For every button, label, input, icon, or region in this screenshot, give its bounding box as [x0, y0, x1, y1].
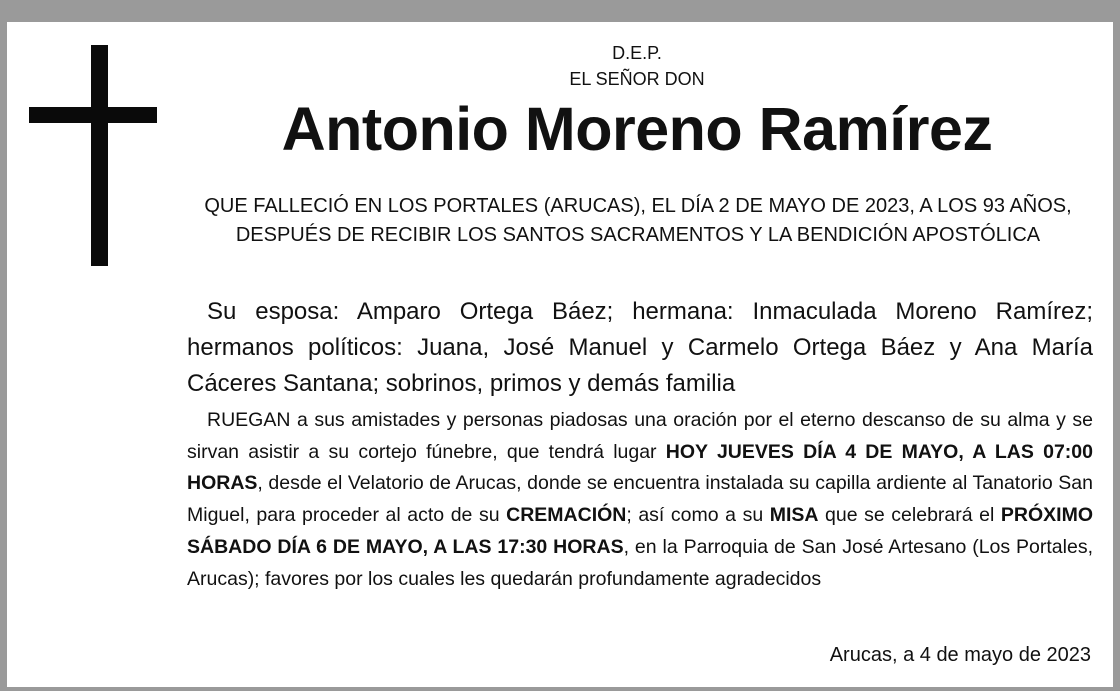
dep-heading: D.E.P.: [612, 43, 662, 63]
ruegan-text-2: , desde el Velatorio de Arucas, donde se encuentra instalada su capilla ardiente al Tanatorio San Miguel, para proceder al acto de su: [187, 472, 1093, 527]
ruegan-text-3: ; así como a su: [626, 504, 770, 527]
family-paragraph: Su esposa: Amparo Ortega Báez; hermana: Inmaculada Moreno Ramírez; hermanos políticos: Juana, José Manuel y Carmelo Ortega Báez y Ana María Cáceres Santana; sobrinos, primos y demás familia: [187, 298, 1093, 397]
honorific-title: EL SEÑOR DON: [569, 69, 705, 89]
ruegan-bold-cremation: CREMACIÓN: [506, 504, 627, 527]
ruegan-text-5: , en la Parroquia de San José Artesano (Los Portales, Arucas); favores por los cuales les quedarán profundamente agradecidos: [187, 535, 1093, 590]
ruegan-bold-mass-time: PRÓXIMO SÁBADO DÍA 6 DE MAYO, A LAS 17:30 HORAS: [187, 504, 1093, 558]
death-notice: QUE FALLECIÓ EN LOS PORTALES (ARUCAS), EL DÍA 2 DE MAYO DE 2023, A LOS 93 AÑOS, DESPUÉS DE RECIBIR LOS SANTOS SACRAMENTOS Y LA BENDICIÓN APOSTÓLICA: [204, 195, 1072, 246]
ruegan-text-4: que se celebrará el: [818, 504, 1001, 527]
deceased-name: Antonio Moreno Ramírez: [281, 95, 993, 163]
ruegan-bold-mass: MISA: [769, 504, 819, 527]
ruegan-text-1: RUEGAN a sus amistades y personas piadosas una oración por el eterno descanso de su alma y se sirvan asistir a su cortejo fúnebre, que tendrá lugar: [187, 409, 1093, 463]
obituary-card: [7, 22, 1113, 687]
cross-horizontal-bar: [29, 107, 157, 123]
ruegan-bold-funeral-time: HOY JUEVES DÍA 4 DE MAYO, A LAS 07:00 HORAS: [187, 440, 1093, 495]
ruegan-paragraph: [187, 405, 1093, 595]
place-date-signoff: Arucas, a 4 de mayo de 2023: [829, 644, 1091, 666]
cross-vertical-bar: [91, 45, 108, 266]
